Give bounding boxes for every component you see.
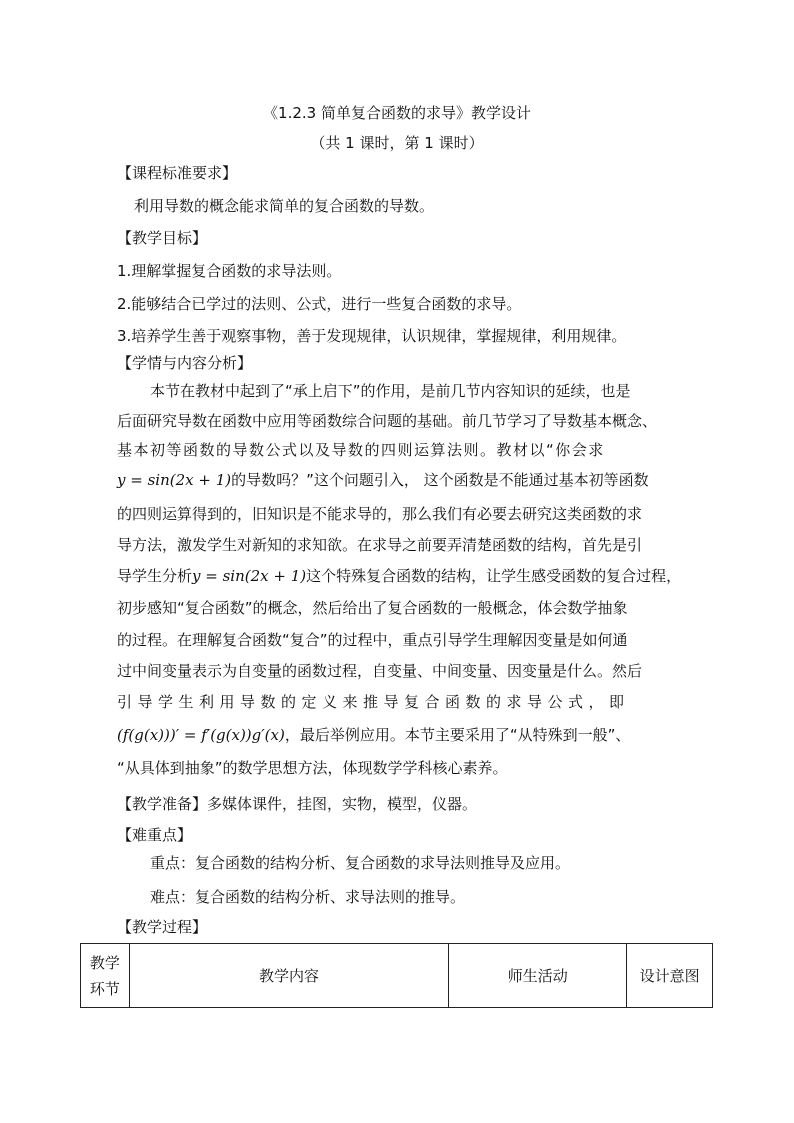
formula-chain-rule: (f(g(x)))′ = f′(g(x))g′(x) xyxy=(117,726,285,744)
curriculum-text: 利用导数的概念能求简单的复合函数的导数。 xyxy=(134,197,435,215)
keypoints-heading: 【难重点】 xyxy=(117,826,193,844)
table-row xyxy=(81,944,713,1008)
analysis-line-5: 的四则运算得到的，旧知识是不能求导的，那么我们有必要去研究这类函数的求 xyxy=(117,505,643,523)
analysis-line-3: 基本初等函数的导数公式以及导数的四则运算法则。教材以“你会求 xyxy=(117,441,605,459)
analysis-line-10: 过中间变量表示为自变量的函数过程，自变量、中间变量、因变量是什么。然后 xyxy=(117,662,643,680)
objective-item-2: 2.能够结合已学过的法则、公式，进行一些复合函数的求导。 xyxy=(117,295,522,313)
analysis-line-13: “从具体到抽象”的数学思想方法，体现数学学科核心素养。 xyxy=(117,759,508,777)
process-heading: 【教学过程】 xyxy=(117,918,208,936)
analysis-line-6: 导方法，激发学生对新知的求知欲。在求导之前要弄清楚函数的结构，首先是引 xyxy=(117,536,643,554)
analysis-line-2: 后面研究导数在函数中应用等函数综合问题的基础。前几节学习了导数基本概念、 xyxy=(117,412,658,430)
column-header-content: 教学内容 xyxy=(129,944,448,1008)
preparation-text: 多媒体课件，挂图，实物，模型，仪器。 xyxy=(207,795,478,813)
analysis-line-4 xyxy=(117,470,649,490)
key-point-text: 重点：复合函数的结构分析、复合函数的求导法则推导及应用。 xyxy=(150,854,571,872)
preparation-heading: 【教学准备】 xyxy=(117,795,208,813)
curriculum-heading: 【课程标准要求】 xyxy=(117,164,238,182)
objectives-heading: 【教学目标】 xyxy=(117,229,208,247)
analysis-line-9: 的过程。在理解复合函数“复合”的过程中，重点引导学生理解因变量是如何通 xyxy=(117,631,628,649)
analysis-line-7-start: 导学生分析 xyxy=(117,567,193,585)
formula-sin-2x-plus-1: y = sin(2x + 1) xyxy=(117,471,232,489)
column-header-activity: 师生活动 xyxy=(449,944,627,1008)
analysis-line-4-text: 的导数吗？”这个问题引入， 这个函数是不能通过基本初等函数 xyxy=(231,471,649,489)
analysis-line-12-text: ，最后举例应用。本节主要采用了“从特殊到一般”、 xyxy=(284,726,631,744)
column-header-stage xyxy=(81,944,130,1008)
analysis-heading: 【学情与内容分析】 xyxy=(117,354,253,372)
column-header-stage-line-2: 环节 xyxy=(89,979,120,998)
document-subtitle: （共 1 课时，第 1 课时） xyxy=(310,134,484,152)
analysis-line-12 xyxy=(117,725,630,745)
preparation-row xyxy=(117,794,477,814)
column-header-intent: 设计意图 xyxy=(627,944,713,1008)
objective-item-1: 1.理解掌握复合函数的求导法则。 xyxy=(117,262,342,280)
difficult-point-text: 难点：复合函数的结构分析、求导法则的推导。 xyxy=(150,888,466,906)
analysis-line-8: 初步感知“复合函数”的概念，然后给出了复合函数的一般概念，体会数学抽象 xyxy=(117,599,628,617)
analysis-line-7 xyxy=(117,566,681,586)
analysis-line-1: 本节在教材中起到了“承上启下”的作用，是前几节内容知识的延续，也是 xyxy=(150,382,631,400)
analysis-line-7-end: 这个特殊复合函数的结构，让学生感受函数的复合过程， xyxy=(306,567,682,585)
objective-item-3: 3.培养学生善于观察事物，善于发现规律，认识规律，掌握规律，利用规律。 xyxy=(117,327,627,345)
process-table xyxy=(80,943,713,1008)
analysis-line-11: 引导学生利用导数的定义来推导复合函数的求导公式，即 xyxy=(117,693,630,711)
formula-sin-2x-plus-1-repeat: y = sin(2x + 1) xyxy=(192,567,307,585)
document-title: 《1.2.3 简单复合函数的求导》教学设计 xyxy=(263,104,531,122)
column-header-stage-line-1: 教学 xyxy=(89,953,120,972)
